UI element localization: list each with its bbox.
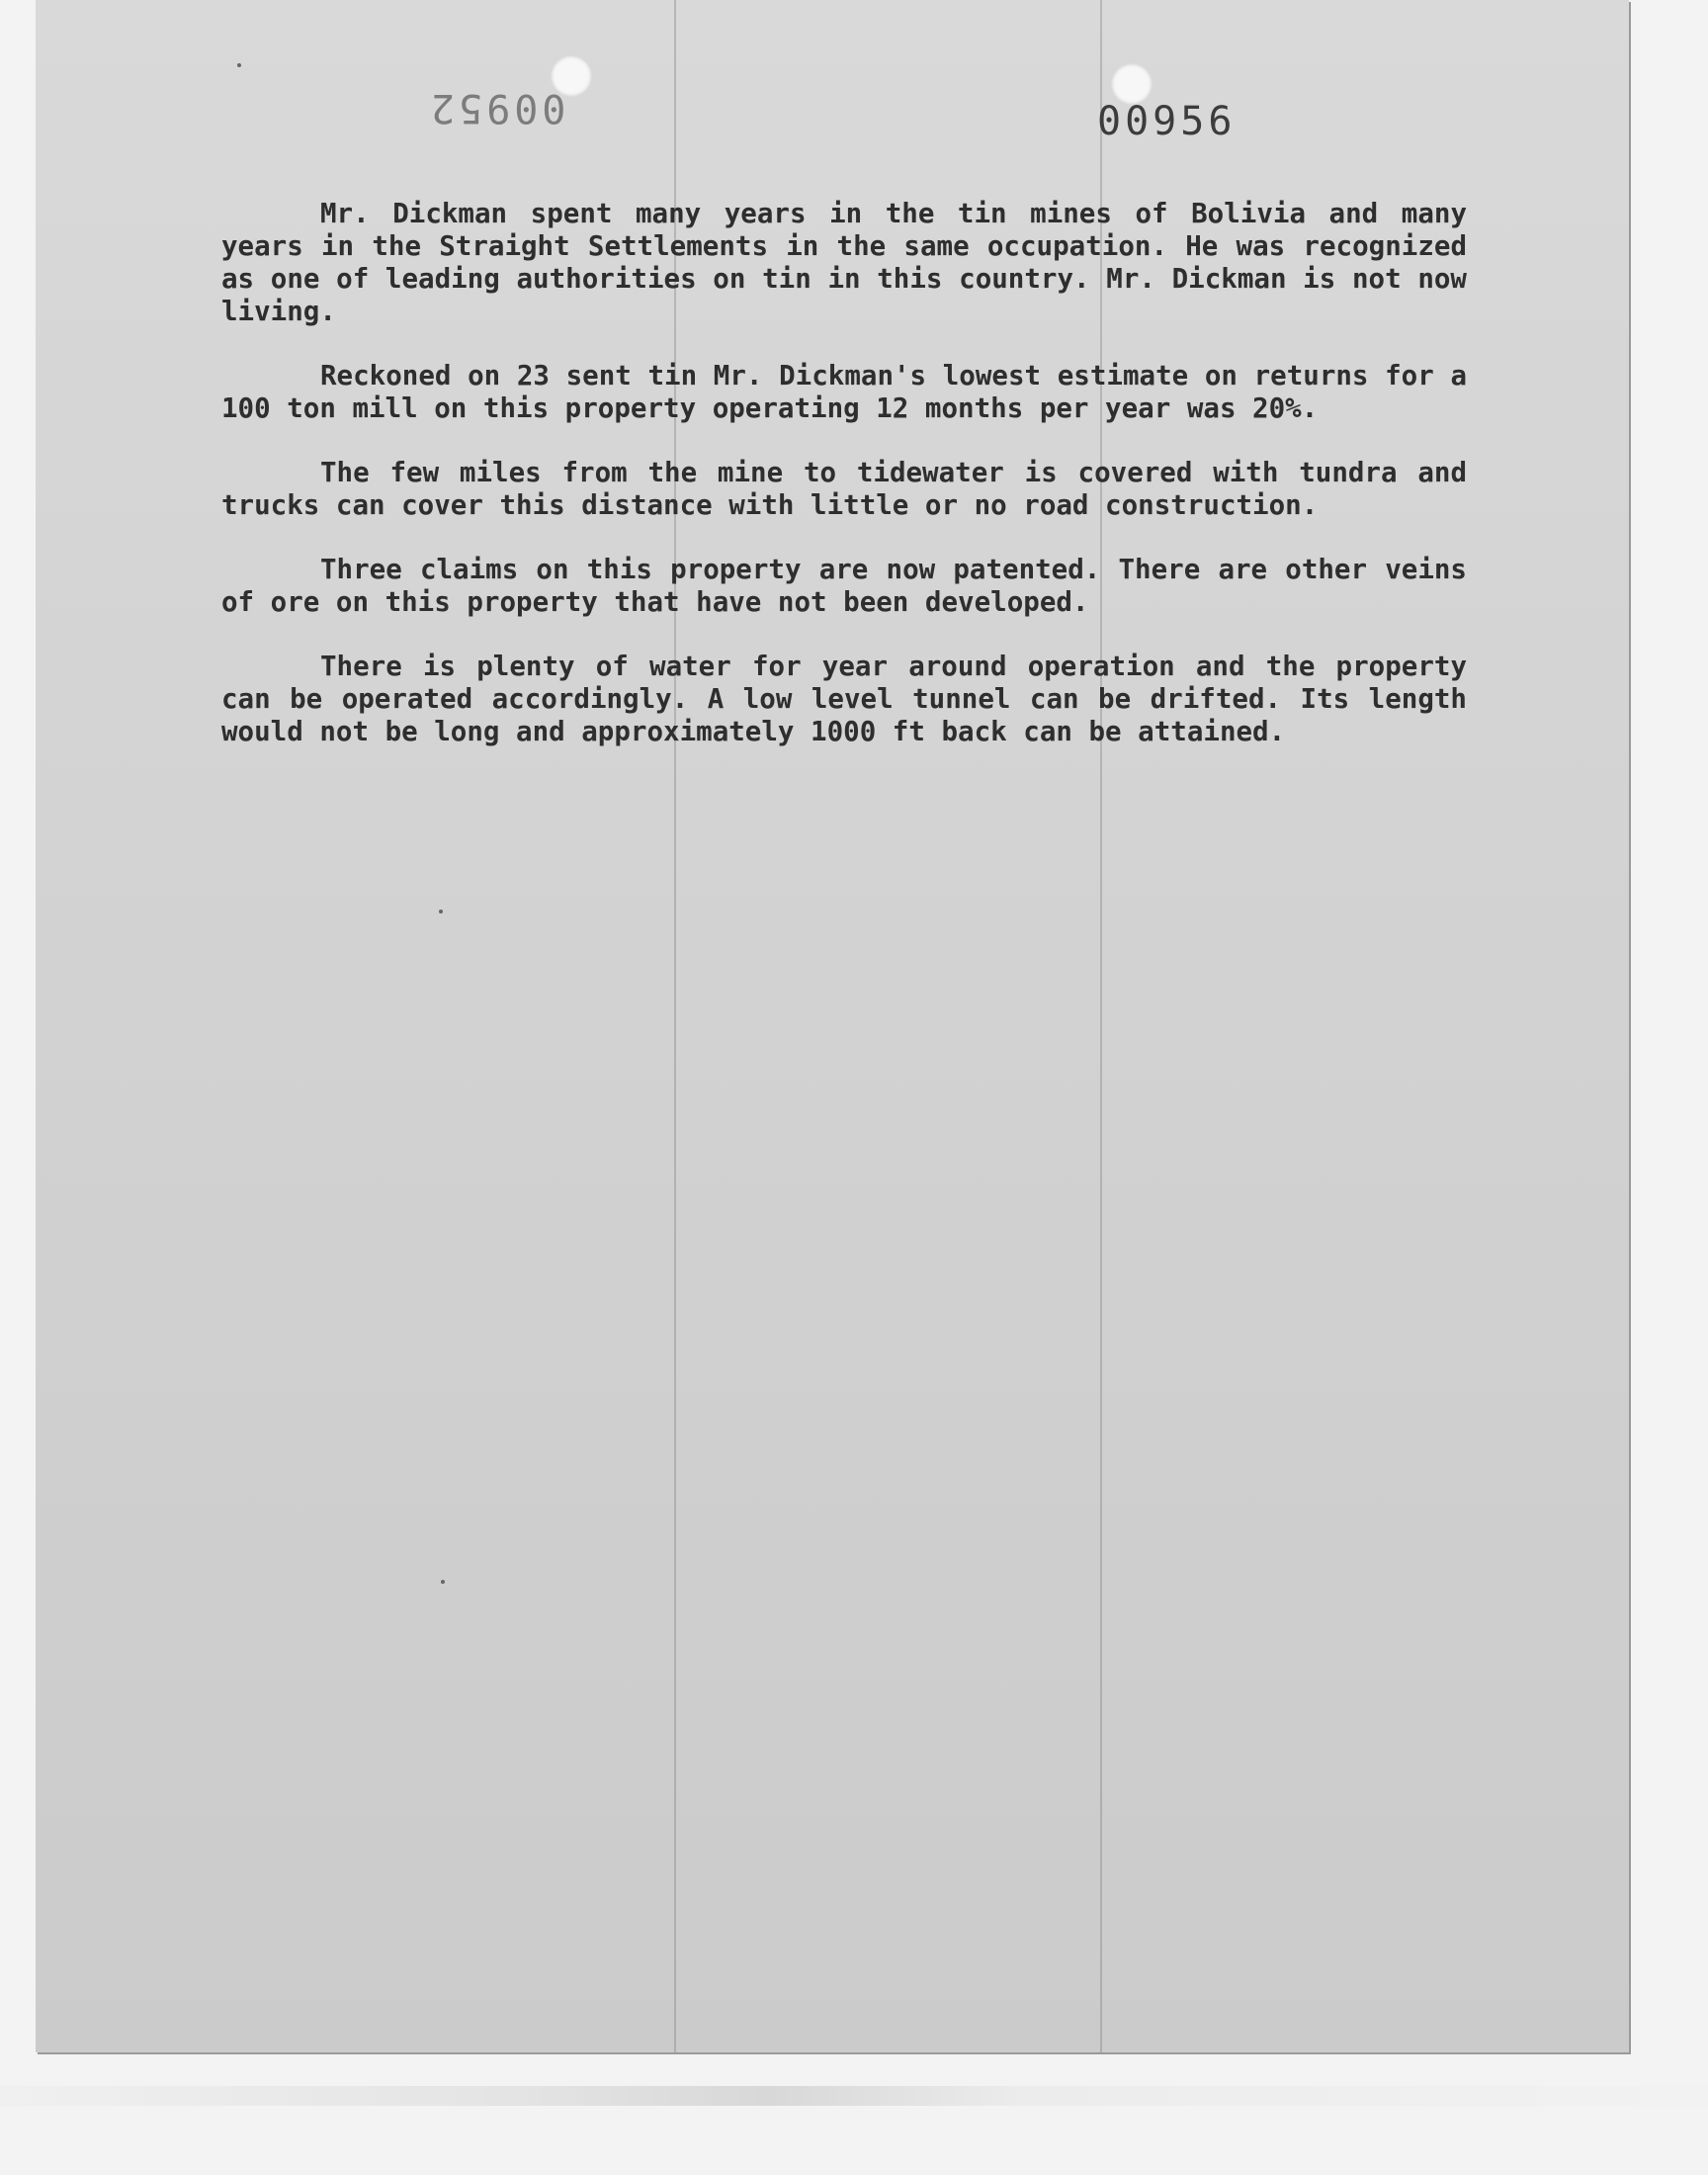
paragraph: There is plenty of water for year around operation and the property can be operated accordingly. A low level tunnel can be drifted. Its length would not be long and approximately 1000 ft back can be attained. xyxy=(221,651,1467,747)
paragraph: Reckoned on 23 sent tin Mr. Dickman's lowest estimate on returns for a 100 ton mill on this property operating 12 months per year was 20%. xyxy=(221,360,1467,424)
speck xyxy=(439,910,443,914)
paragraph: Three claims on this property are now patented. There are other veins of ore on this property that have not been developed. xyxy=(221,554,1467,618)
speck xyxy=(237,63,241,67)
speck xyxy=(441,1580,445,1584)
scanner-edge xyxy=(0,2086,1708,2106)
paragraph: The few miles from the mine to tidewater is covered with tundra and trucks can cover this distance with little or no road construction. xyxy=(221,457,1467,521)
document-body xyxy=(221,198,1467,780)
page-stamp-mirrored: 00952 xyxy=(427,85,566,130)
page-stamp-number: 00956 xyxy=(1097,99,1237,144)
paragraph: Mr. Dickman spent many years in the tin mines of Bolivia and many years in the Straight Settlements in the same occupation. He was recognized as one of leading authorities on tin in this country. Mr. Dickman is not now living. xyxy=(221,198,1467,327)
